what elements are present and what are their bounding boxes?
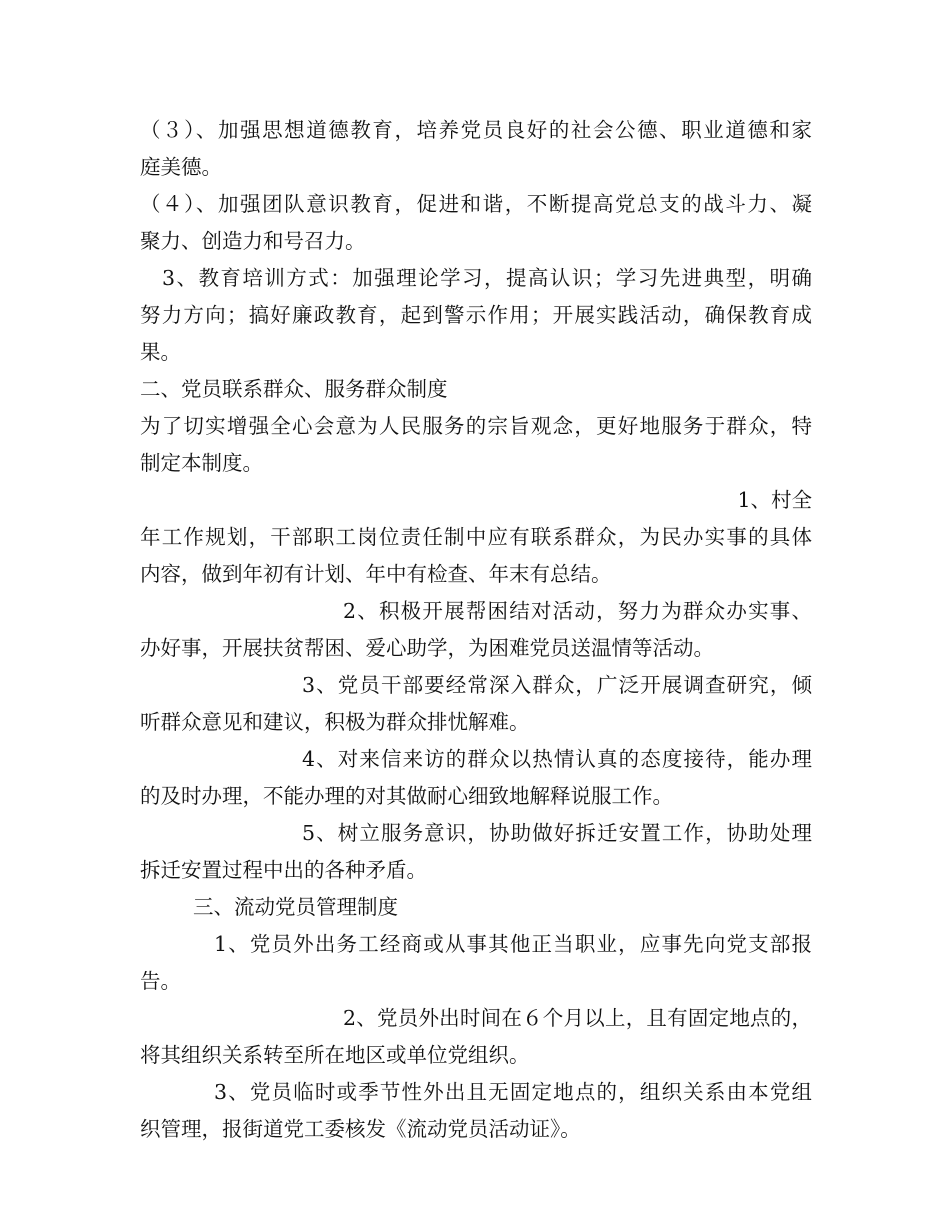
text-line-1: （３）、加强思想道德教育，培养党员良好的社会公德、职业道德和家 [140,118,812,142]
text-line-16: 3、党员干部要经常深入群众，广泛开展调查研究，倾 [302,673,812,697]
text-line-2: 庭美德。 [140,155,222,179]
text-line-28: 织管理，报街道党工委核发《流动党员活动证》。 [140,1117,581,1141]
text-line-20: 5、树立服务意识，协助做好拆迁安置工作，协助处理 [302,821,812,845]
text-line-23: 1、党员外出务工经商或从事其他正当职业，应事先向党支部报 [214,932,812,956]
text-line-7: 果。 [140,340,181,364]
text-line-15: 办好事，开展扶贫帮困、爱心助学，为困难党员送温情等活动。 [140,636,714,660]
text-line-3: （４）、加强团队意识教育，促进和谐，不断提高党总支的战斗力、凝 [140,192,812,216]
text-line-17: 听群众意见和建议，积极为群众排忧解难。 [140,710,530,734]
text-line-6: 努力方向；搞好廉政教育，起到警示作用；开展实践活动，确保教育成 [140,303,812,327]
text-line-25: 2、党员外出时间在６个月以上，且有固定地点的， [343,1006,812,1030]
text-line-21: 拆迁安置过程中出的各种矛盾。 [140,858,427,882]
text-line-14: 2、积极开展帮困结对活动，努力为群众办实事、 [343,599,812,623]
text-line-11: 1、村全 [737,488,812,512]
section-heading-3: 三、流动党员管理制度 [193,895,398,919]
text-line-19: 的及时办理，不能办理的对其做耐心细致地解释说服工作。 [140,784,673,808]
text-line-18: 4、对来信来访的群众以热情认真的态度接待，能办理 [302,747,812,771]
text-line-26: 将其组织关系转至所在地区或单位党组织。 [140,1043,530,1067]
section-heading-2: 二、党员联系群众、服务群众制度 [140,377,448,401]
text-line-4: 聚力、创造力和号召力。 [140,229,366,253]
text-line-27: 3、党员临时或季节性外出且无固定地点的，组织关系由本党组 [214,1080,812,1104]
text-line-5: 3、教育培训方式：加强理论学习，提高认识；学习先进典型，明确 [162,266,812,290]
text-line-13: 内容，做到年初有计划、年中有检查、年末有总结。 [140,562,612,586]
text-line-12: 年工作规划，干部职工岗位责任制中应有联系群众，为民办实事的具体 [140,525,812,549]
text-line-9: 为了切实增强全心会意为人民服务的宗旨观念，更好地服务于群众，特 [140,414,812,438]
text-line-24: 告。 [140,969,181,993]
text-line-10: 制定本制度。 [140,451,263,475]
